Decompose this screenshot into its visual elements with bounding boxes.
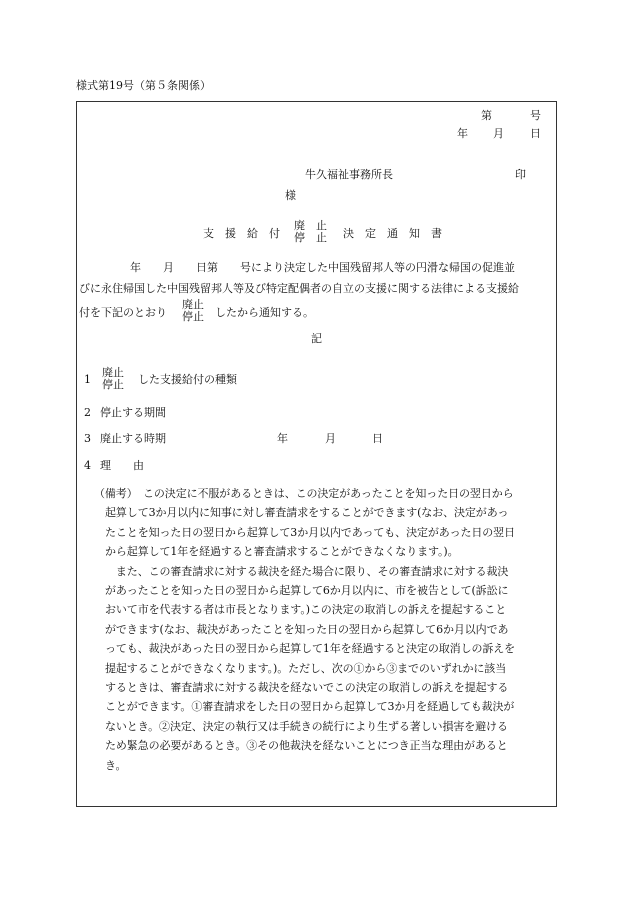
item-2-number: 2 — [84, 406, 91, 419]
remarks-line: ができます(なお、裁決があったことを知った日の翌日から起算して6か月以内であ — [105, 622, 509, 636]
remarks-line: また、この審査請求に対する裁決を経た場合に限り、その審査請求に対する裁決 — [105, 564, 509, 578]
title-option-abolish: 廃 止 — [294, 219, 327, 232]
addressee-honorific: 様 — [285, 189, 296, 202]
remarks-line: ことができます。①審査請求をした日の翌日から起算して3か月を経過しても裁決が — [105, 700, 515, 714]
item-3-day: 日 — [372, 432, 383, 445]
body-option-abolish: 廃止 — [182, 298, 204, 311]
issuer-name: 牛久福祉事務所長 — [305, 168, 393, 181]
title-left: 支 援 給 付 — [203, 227, 280, 240]
remarks-line: （備考） この決定に不服があるときは、この決定があったことを知った日の翌日から — [94, 487, 514, 500]
title-option — [294, 220, 327, 244]
remarks-line: っても、裁決があった日の翌日から起算して1年を経過すると決定の取消しの訴えを — [105, 642, 516, 656]
date-month: 月 — [493, 127, 504, 140]
title-right: 決 定 通 知 書 — [343, 227, 442, 240]
item-3-year: 年 — [277, 432, 288, 445]
item-4-label: 理 由 — [100, 459, 144, 472]
item-3-number: 3 — [84, 432, 91, 445]
body-line-3-option — [182, 299, 204, 323]
title-option-suspend: 停 止 — [294, 231, 327, 244]
body-line-3-suffix: したから通知する。 — [215, 306, 314, 319]
remarks-line: ため緊急の必要があるとき。③その他裁決を経ないことにつき正当な理由があると — [105, 739, 508, 753]
body-line-1: 年 月 日第 号により決定した中国残留邦人等の円滑な帰国の促進並 — [130, 261, 515, 274]
form-label: 様式第19号（第５条関係） — [76, 79, 211, 92]
remarks-body — [105, 503, 515, 775]
item-1-option-abolish: 廃止 — [102, 366, 124, 379]
body-line-3-prefix: 付を下記のとおり — [79, 306, 167, 319]
body-option-suspend: 停止 — [182, 310, 204, 323]
remarks-line: 起算して3か月以内に知事に対し審査請求をすることができます(なお、決定があっ — [105, 506, 509, 520]
remarks-line: おいて市を代表する者は市長となります。)この決定の取消しの訴えを提起すること — [105, 603, 507, 617]
item-4-number: 4 — [84, 459, 91, 472]
remarks-line: き。 — [105, 758, 127, 772]
remarks-line: するときは、審査請求に対する裁決を経ないでこの決定の取消しの訴えを提起する — [105, 681, 509, 695]
remarks-line: があったことを知った日の翌日から起算して6か月以内に、市を被告として(訴訟に — [105, 584, 509, 598]
remarks-block — [94, 484, 514, 503]
remarks-line: ないとき。②決定、決定の執行又は手続きの続行により生ずる著しい損害を避ける — [105, 719, 508, 733]
date-year: 年 — [457, 127, 468, 140]
item-1-number: 1 — [84, 373, 91, 386]
body-line-2: びに永住帰国した中国残留邦人等及び特定配偶者の自立の支援に関する法律による支援給 — [79, 282, 519, 295]
number-dai: 第 — [481, 109, 492, 122]
item-1-label: した支援給付の種類 — [138, 373, 237, 386]
ki-heading: 記 — [311, 332, 322, 345]
date-day: 日 — [530, 127, 541, 140]
remarks-line: たことを知った日の翌日から起算して3か月以内であっても、決定があった日の翌日 — [105, 525, 515, 539]
item-1-option — [102, 367, 124, 391]
item-3-month: 月 — [325, 432, 336, 445]
item-3-label: 廃止する時期 — [100, 432, 166, 445]
seal-mark: 印 — [515, 168, 526, 181]
number-go: 号 — [530, 109, 541, 122]
item-2-label: 停止する期間 — [100, 406, 166, 419]
remarks-line: 提起することができなくなります。)。ただし、次の①から③までのいずれかに該当 — [105, 661, 507, 675]
item-1-option-suspend: 停止 — [102, 378, 124, 391]
remarks-line: から起算して1年を経過すると審査請求することができなくなります。)。 — [105, 545, 459, 559]
